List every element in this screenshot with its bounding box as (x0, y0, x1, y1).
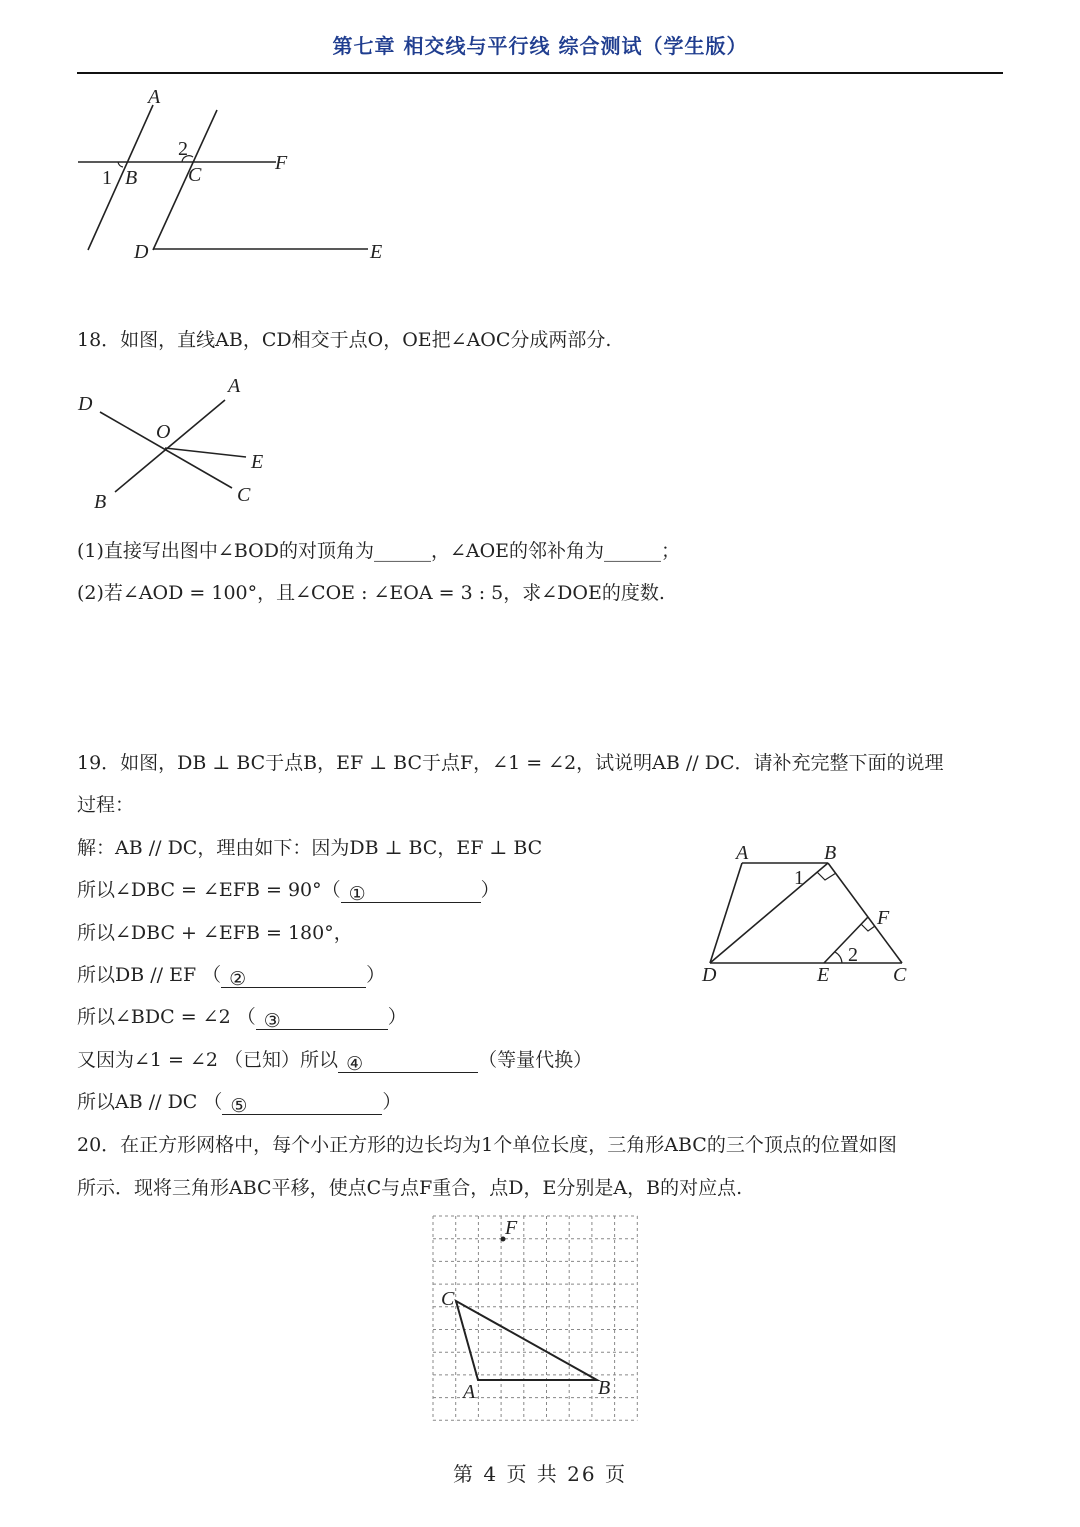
label-B: B (125, 167, 138, 189)
line-AB (115, 400, 225, 492)
q19-step5: 又因为∠1 = ∠2 （已知）所以 ④ （等量代换） (77, 1049, 593, 1075)
header-divider (77, 72, 1003, 74)
label-angle2: 2 (178, 138, 188, 160)
label-D: D (702, 964, 717, 986)
label-C: C (188, 164, 202, 186)
label-E: E (370, 241, 383, 263)
page-footer: 第 4 页 共 26 页 (453, 1462, 627, 1486)
label-A: A (228, 375, 241, 397)
q18-part1: (1)直接写出图中∠BOD的对顶角为______，∠AOE的邻补角为______； (77, 540, 681, 562)
right-angle-B (817, 872, 836, 880)
label-C: C (441, 1288, 455, 1310)
label-angle2: 2 (848, 944, 858, 966)
q18-stem: 18．如图，直线AB，CD相交于点O，OE把∠AOC分成两部分. (77, 329, 612, 351)
label-O: O (156, 421, 171, 443)
q20-line1: 20．在正方形网格中，每个小正方形的边长均为1个单位长度，三角形ABC的三个顶点的位置如图 (77, 1134, 897, 1156)
label-A: A (736, 842, 749, 864)
blank-5-mark: ⑤ (230, 1095, 248, 1117)
label-B: B (598, 1377, 611, 1399)
figure-q18 (70, 370, 290, 515)
blank-3-mark: ③ (263, 1010, 281, 1032)
segment-AD (710, 863, 742, 963)
page-header-title: 第七章 相交线与平行线 综合测试（学生版） (332, 34, 748, 58)
label-E: E (251, 451, 264, 473)
right-angle-F (861, 924, 875, 931)
blank-4-mark: ④ (346, 1053, 364, 1075)
segment-DB (710, 863, 828, 963)
label-A: A (463, 1381, 476, 1403)
label-C: C (237, 484, 251, 506)
label-D: D (134, 241, 149, 263)
q19-step6: 所以AB // DC （ ⑤ ） (77, 1091, 402, 1117)
q19-step4: 所以∠BDC = ∠2 （ ③ ） (77, 1006, 407, 1032)
label-F: F (877, 907, 890, 929)
label-B: B (824, 842, 837, 864)
triangle-ABC (456, 1301, 597, 1380)
label-F: F (505, 1217, 518, 1239)
label-B: B (94, 491, 107, 513)
line-CD (153, 110, 217, 250)
q19-stem-line1: 19．如图，DB ⊥ BC于点B，EF ⊥ BC于点F，∠1 = ∠2，试说明AB // DC．请补充完整下面的说理 (77, 752, 944, 774)
figure-q19 (690, 835, 930, 995)
blank-1-mark: ① (348, 883, 366, 905)
q20-line2: 所示．现将三角形ABC平移，使点C与点F重合，点D，E分别是A，B的对应点. (77, 1177, 743, 1199)
figure-q20-grid (425, 1208, 655, 1433)
angle-2-arc (835, 952, 842, 963)
line-AB (88, 105, 153, 250)
q19-step0: 解：AB // DC，理由如下：因为DB ⊥ BC，EF ⊥ BC (77, 837, 543, 859)
label-D: D (78, 393, 93, 415)
label-A: A (148, 86, 161, 108)
label-angle1: 1 (102, 167, 112, 189)
blank-2-mark: ② (229, 968, 247, 990)
q19-stem-line2: 过程： (77, 794, 135, 816)
label-F: F (275, 152, 288, 174)
q19-step1: 所以∠DBC = ∠EFB = 90°（ ① ） (77, 879, 500, 905)
q19-step3: 所以DB // EF （ ② ） (77, 964, 386, 990)
label-C: C (893, 964, 907, 986)
label-E: E (817, 964, 830, 986)
label-angle1: 1 (794, 867, 804, 889)
q19-step2: 所以∠DBC + ∠EFB = 180°， (77, 922, 353, 944)
figure-q17 (70, 85, 400, 270)
q18-part2: (2)若∠AOD = 100°，且∠COE : ∠EOA = 3 : 5，求∠DOE的度数. (77, 582, 665, 604)
